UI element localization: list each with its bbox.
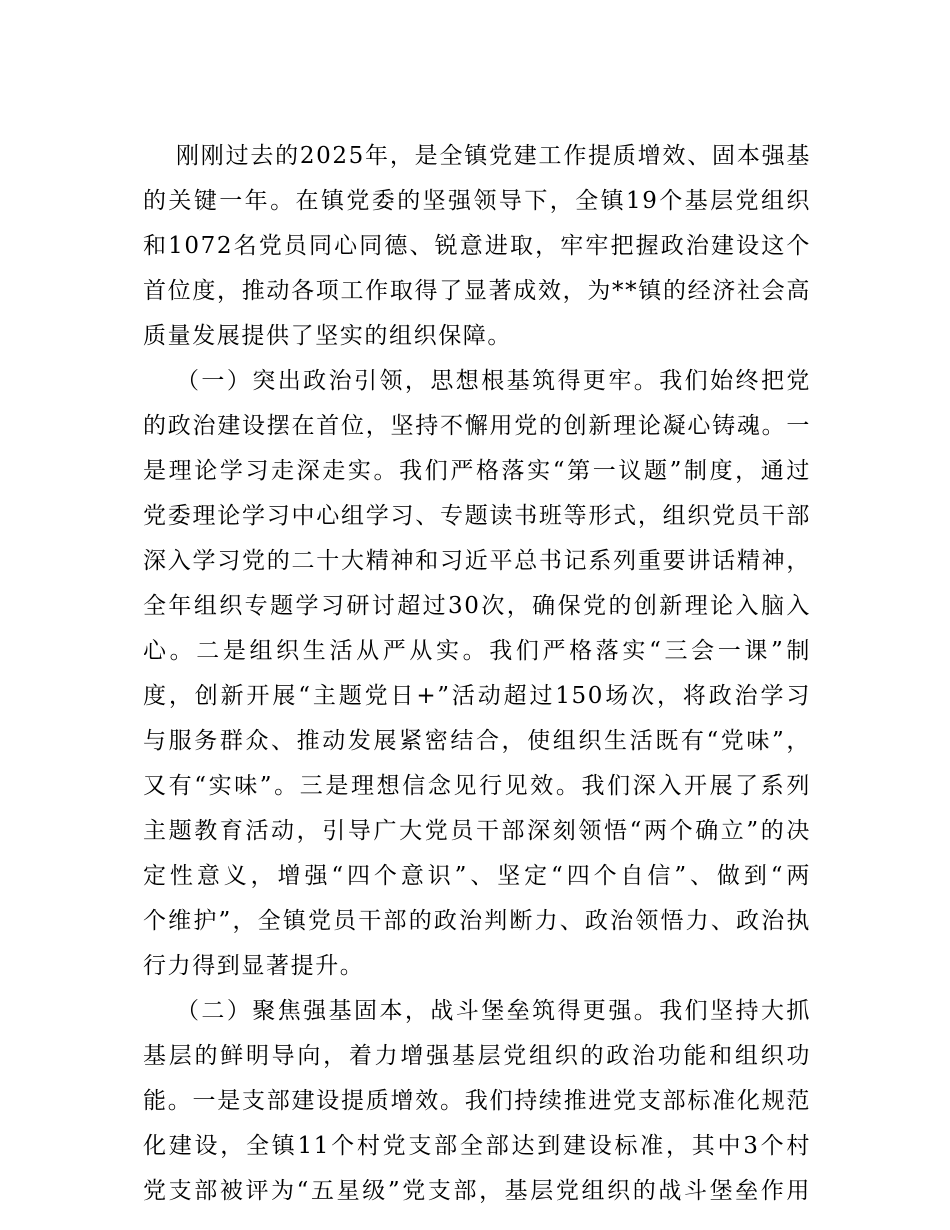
section-1-line-8: 度，创新开展“主题党日+”活动超过150场次，将政治学习 <box>143 683 811 709</box>
section-1-line-7: 心。二是组织生活从严从实。我们严格落实“三会一课”制 <box>143 638 811 664</box>
paragraph-1-line-4: 首位度，推动各项工作取得了显著成效，为**镇的经济社会高 <box>143 278 811 304</box>
section-1-line-13: 个维护”，全镇党员干部的政治判断力、政治领悟力、政治执 <box>143 908 811 934</box>
section-1-line-11: 主题教育活动，引导广大党员干部深刻领悟“两个确立”的决 <box>143 818 811 844</box>
section-1-line-5: 深入学习党的二十大精神和习近平总书记系列重要讲话精神， <box>143 548 811 574</box>
section-1-line-14: 行力得到显著提升。 <box>143 953 365 979</box>
section-1-line-9: 与服务群众、推动发展紧密结合，使组织生活既有“党味”， <box>143 728 811 754</box>
section-1-line-10: 又有“实味”。三是理想信念见行见效。我们深入开展了系列 <box>143 773 811 799</box>
section-1-line-6: 全年组织专题学习研讨超过30次，确保党的创新理论入脑入 <box>143 593 811 619</box>
section-1-line-2: 的政治建设摆在首位，坚持不懈用党的创新理论凝心铸魂。一 <box>143 413 811 439</box>
section-1-line-4: 党委理论学习中心组学习、专题读书班等形式，组织党员干部 <box>143 503 811 529</box>
section-2-line-5: 党支部被评为“五星级”党支部，基层党组织的战斗堡垒作用 <box>143 1178 811 1204</box>
section-2-line-1: （二）聚焦强基固本，战斗堡垒筑得更强。我们坚持大抓 <box>176 998 811 1024</box>
section-1-line-12: 定性意义，增强“四个意识”、坚定“四个自信”、做到“两 <box>143 863 811 889</box>
section-2-line-2: 基层的鲜明导向，着力增强基层党组织的政治功能和组织功 <box>143 1043 811 1069</box>
section-1-line-3: 是理论学习走深走实。我们严格落实“第一议题”制度，通过 <box>143 458 811 484</box>
paragraph-1-line-5: 质量发展提供了坚实的组织保障。 <box>143 323 512 349</box>
section-1-line-1: （一）突出政治引领，思想根基筑得更牢。我们始终把党 <box>176 368 811 394</box>
paragraph-1-line-1: 刚刚过去的2025年，是全镇党建工作提质增效、固本强基 <box>176 143 811 169</box>
section-2-line-4: 化建设，全镇11个村党支部全部达到建设标准，其中3个村 <box>143 1133 811 1159</box>
paragraph-1-line-2: 的关键一年。在镇党委的坚强领导下，全镇19个基层党组织 <box>143 188 811 214</box>
paragraph-1-line-3: 和1072名党员同心同德、锐意进取，牢牢把握政治建设这个 <box>143 233 811 259</box>
section-2-line-3: 能。一是支部建设提质增效。我们持续推进党支部标准化规范 <box>143 1088 811 1114</box>
